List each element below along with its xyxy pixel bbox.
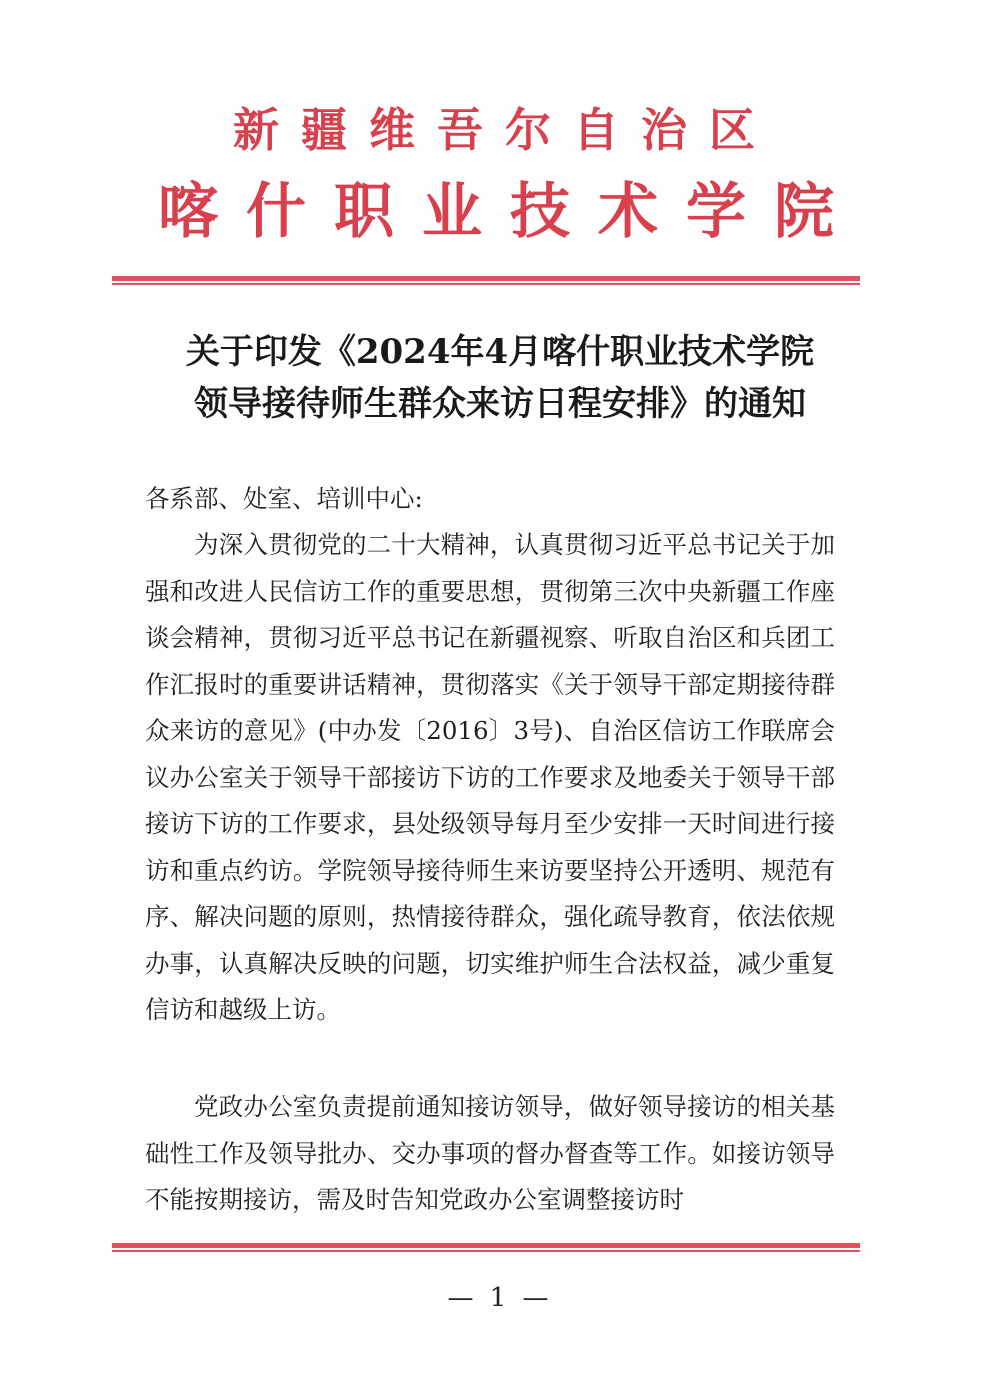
footer-red-rule-thin — [112, 1250, 860, 1252]
document-title-line-2: 领导接待师生群众来访日程安排》的通知 — [194, 384, 806, 424]
salutation: 各系部、处室、培训中心: — [145, 484, 423, 513]
page-number: — 1 — — [447, 1283, 553, 1313]
body-paragraph-2: 党政办公室负责提前通知接访领导，做好领导接访的相关基础性工作及领导批办、交办事项的督办督查等工作。如接访领导不能按期接访，需及时告知党政办公室调整接访时 — [145, 1092, 835, 1214]
header-red-rule — [112, 276, 860, 281]
header-red-rule-thin — [112, 283, 860, 285]
issuer-region: 新疆维吾尔自治区 — [233, 103, 777, 157]
issuer-institution: 喀什职业技术学院 — [158, 177, 862, 247]
footer-red-rule — [112, 1243, 860, 1248]
document-title-line-1: 关于印发《2024年4月喀什职业技术学院 — [185, 332, 815, 372]
document-title — [90, 326, 910, 430]
body-paragraph-1: 为深入贯彻党的二十大精神，认真贯彻习近平总书记关于加强和改进人民信访工作的重要思想，贯彻第三次中央新疆工作座谈会精神，贯彻习近平总书记在新疆视察、听取自治区和兵团工作汇报时的重要讲话精神，贯彻落实《关于领导干部定期接待群众来访的意见》(中办发〔2016〕3号)、自治区信访工作联席会议办公室关于领导干部接访下访的工作要求及地委关于领导干部接访下访的工作要求，县处级领导每月至少安排一天时间进行接访和重点约访。学院领导接待师生来访要坚持公开透明、规范有序、解决问题的原则，热情接待群众，强化疏导教育，依法依规办事，认真解决反映的问题，切实维护师生合法权益，减少重复信访和越级上访。 — [145, 530, 835, 1024]
